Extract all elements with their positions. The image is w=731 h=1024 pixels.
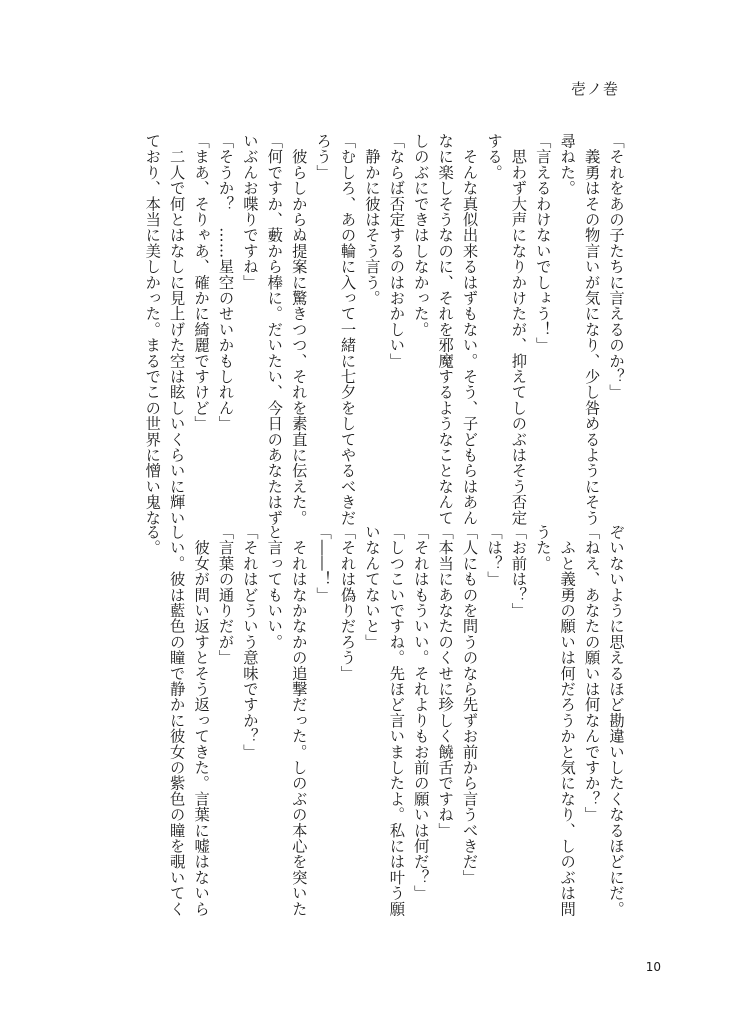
text-line: いぶんお喋りですね」 [240, 133, 259, 290]
text-line: 義勇はその物言いが気になり、少し咎めるようにそう [582, 133, 601, 526]
text-line: する。 [484, 133, 503, 181]
text-line: それはなかなかの追撃だった。しのぶの本心を突いた [289, 524, 308, 917]
text-line: 「それはどういう意味ですか？」 [240, 524, 259, 760]
page-number: 10 [645, 960, 661, 974]
text-line: 「言葉の通りだが」 [216, 524, 235, 666]
text-line: ぞいないように思えるほど勘違いしたくなるほどにだ。 [607, 524, 625, 917]
text-line: 彼らしからぬ提案に驚きつつ、それを素直に伝えた。 [289, 133, 308, 526]
text-line: しい。彼は藍色の瞳で静かに彼女の紫色の瞳を覗いてく [167, 524, 186, 917]
text-line: 「――！」 [314, 524, 333, 603]
text-line: る。 [143, 524, 162, 556]
text-line: うた。 [533, 524, 552, 572]
text-line: 「本当にあなたのくせに珍しく饒舌ですね」 [436, 524, 455, 838]
text-line: 「お前は？」 [509, 524, 528, 619]
lower-text-block [140, 524, 628, 917]
text-line: 「むしろ、あの輪に入って一緒に七夕をしてやるべきだ [338, 133, 357, 526]
text-line: そんな真似出来るはずもない。そう、子どもらはあん [460, 133, 479, 526]
text-line: 「ねえ、あなたの願いは何なんですか？」 [582, 524, 601, 823]
text-line: 尋ねた。 [558, 133, 577, 196]
running-header-title: 壱ノ巻 [570, 80, 619, 98]
text-line: と言ってもいい。 [265, 524, 284, 650]
text-line: いなんてないと」 [362, 524, 381, 650]
text-line: ふと義勇の願いは何だろうかと気になり、しのぶは問 [558, 524, 577, 917]
text-line: 静かに彼はそう言う。 [362, 133, 381, 306]
text-line: ており、本当に美しかった。まるでこの世界に憎い鬼な [143, 133, 162, 526]
text-line: 「は？」 [484, 524, 503, 587]
text-line: ろう」 [314, 133, 333, 181]
text-line: 「人にものを問うのなら先ずお前から言うべきだ」 [460, 524, 479, 886]
text-line: 「何ですか、藪から棒に。だいたい、今日のあなたはず [265, 133, 284, 526]
text-line: 「それは偽りだろう」 [338, 524, 357, 681]
text-line: 「それをあの子たちに言えるのか？」 [607, 133, 625, 400]
text-line: 「まあ、そりゃあ、確かに綺麗ですけど」 [192, 133, 211, 432]
upper-text-block [140, 133, 628, 526]
text-line: しのぶにできはしなかった。 [411, 133, 430, 338]
text-line: なに楽しそうなのに、それを邪魔するようなことなんて [436, 133, 455, 526]
text-line: 「それはもういい。それよりもお前の願いは何だ？」 [411, 524, 430, 901]
text-line: 二人で何とはなしに見上げた空は眩しいくらいに輝い [167, 133, 186, 526]
text-line: 彼女が問い返すとそう返ってきた。言葉に嘘はないら [192, 524, 211, 917]
text-line: 「言えるわけないでしょう！」 [533, 133, 552, 353]
text-line: 「そうか？ ……星空のせいかもしれん」 [216, 133, 235, 432]
text-line: 思わず大声になりかけたが、抑えてしのぶはそう否定 [509, 133, 528, 526]
text-line: 「ならば否定するのはおかしい」 [387, 133, 406, 369]
text-line: 「しつこいですね。先ほど言いましたよ。私には叶う願 [387, 524, 406, 917]
